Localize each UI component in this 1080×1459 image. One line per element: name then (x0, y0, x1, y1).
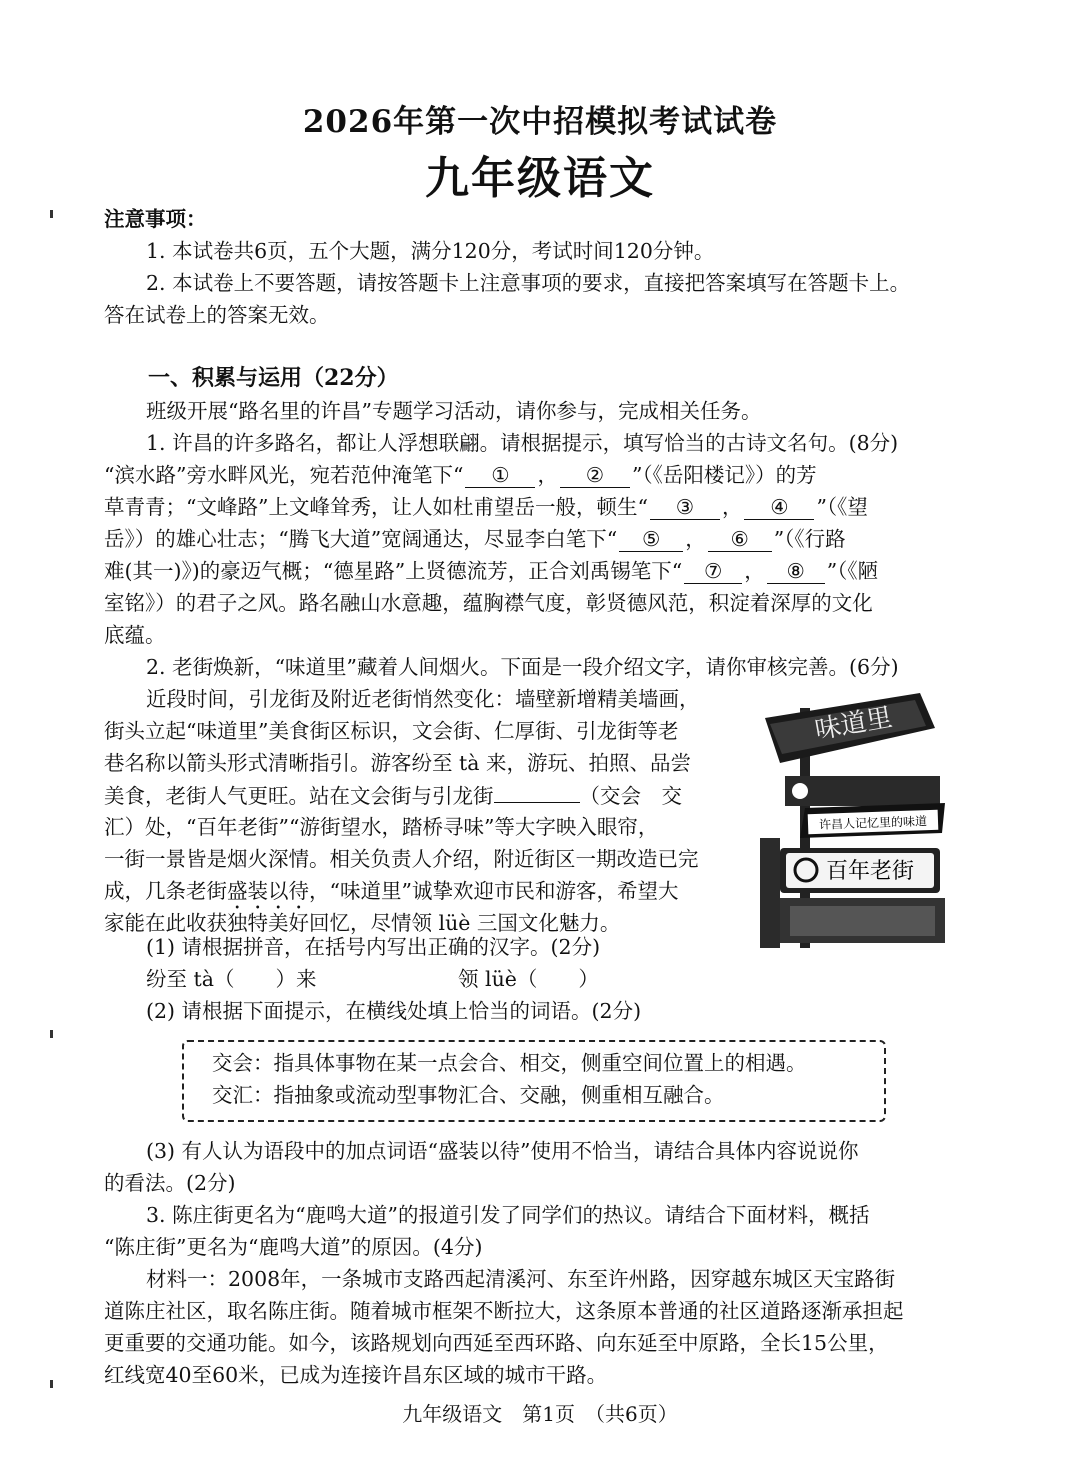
q1-line-3: 岳》）的雄心壮志；“腾飞大道”宽阔通达，尽显李白笔下“ ⑤ ， ⑥ ”（《行路 (104, 527, 846, 551)
street-sign-image (760, 688, 950, 948)
q3-prompt-line-1: 3. 陈庄街更名为“鹿鸣大道”的报道引发了同学们的热议。请结合下面材料，概括 (146, 1203, 870, 1227)
blank-3: ③ (650, 495, 720, 520)
q2-passage-line-7: 成，几条老街盛装以待，“味道里”诚挚欢迎市民和游客，希望大 (104, 879, 679, 903)
hint-line-2: 交汇：指抽象或流动型事物汇合、交融，侧重相互融合。 (212, 1083, 725, 1107)
q3-material-line-4: 红线宽40至60米，已成为连接许昌东区域的城市干路。 (104, 1363, 608, 1387)
q2-passage-line-1: 近段时间，引龙街及附近老街悄然变化：墙壁新增精美墙画， (146, 687, 700, 711)
subject-title: 九年级语文 (425, 153, 655, 204)
answer-underline (494, 780, 580, 803)
q1-line-1: “滨水路”旁水畔风光，宛若范仲淹笔下“ ① ， ② ”（《岳阳楼记》）的芳 (104, 463, 817, 487)
blank-7: ⑦ (684, 559, 742, 584)
blank-1: ① (465, 463, 535, 488)
blank-5: ⑤ (619, 527, 683, 552)
exam-title: 2026年第一次中招模拟考试试卷 (302, 104, 778, 140)
q3-prompt-line-2: “陈庄街”更名为“鹿鸣大道”的原因。(4分) (104, 1235, 483, 1259)
notice-item-2-line-2: 答在试卷上的答案无效。 (104, 303, 330, 327)
sign-text-top: 味道里 (812, 702, 895, 746)
q2-passage-line-4: 美食，老街人气更旺。站在文会街与引龙街 （交会 交 (104, 780, 682, 811)
blank-6: ⑥ (708, 527, 772, 552)
q2-passage-line-8: 家能在此收获独特美好回忆，尽情领 lüè 三国文化魅力。 (104, 911, 621, 935)
dotted-phrase: 盛装以待 (227, 879, 309, 903)
q2-sub1-pinyin-1: 纷至 tà（ ）来 (146, 967, 317, 991)
q2-sub1-prompt: (1) 请根据拼音，在括号内写出正确的汉字。(2分) (146, 935, 601, 959)
q2-passage-line-2: 街头立起“味道里”美食街区标识，文会街、仁厚街、引龙街等老 (104, 719, 679, 743)
q1-line-4: 难(其一)》)的豪迈气概；“德星路”上贤德流芳，正合刘禹锡笔下“ ⑦ ， ⑧ ”（《陋 (104, 559, 879, 583)
blank-4: ④ (744, 495, 814, 520)
margin-mark (50, 210, 53, 218)
notice-item-2-line-1: 2. 本试卷上不要答题，请按答题卡上注意事项的要求，直接把答案填写在答题卡上。 (146, 271, 911, 295)
blank-8: ⑧ (767, 559, 825, 584)
margin-mark (50, 1380, 53, 1388)
q1-line-2: 草青青；“文峰路”上文峰耸秀，让人如杜甫望岳一般，顿生“ ③ ， ④ ”（《望 (104, 495, 868, 519)
q3-material-line-3: 更重要的交通功能。如今，该路规划向西延至西环路、向东延至中原路，全长15公里， (104, 1331, 889, 1355)
q2-sub2-prompt: (2) 请根据下面提示，在横线处填上恰当的词语。(2分) (146, 999, 642, 1023)
q2-sub1-pinyin-2: 领 lüè（ ） (458, 967, 599, 991)
hint-line-1: 交会：指具体事物在某一点会合、相交，侧重空间位置上的相遇。 (212, 1051, 807, 1075)
q1-prompt: 1. 许昌的许多路名，都让人浮想联翩。请根据提示，填写恰当的古诗文名句。(8分) (146, 431, 899, 455)
q2-prompt: 2. 老街焕新，“味道里”藏着人间烟火。下面是一段介绍文字，请你审核完善。(6分) (146, 655, 899, 679)
section-1-intro: 班级开展“路名里的许昌”专题学习活动，请你参与，完成相关任务。 (146, 399, 762, 423)
blank-2: ② (560, 463, 630, 488)
q1-line-6: 底蕴。 (104, 623, 166, 647)
sign-text-bottom: 百年老街 (825, 859, 915, 884)
q2-sub3-line-1: (3) 有人认为语段中的加点词语“盛装以待”使用不恰当，请结合具体内容说说你 (146, 1139, 859, 1163)
notice-heading: 注意事项： (104, 207, 207, 231)
q3-material-line-2: 道陈庄社区，取名陈庄街。随着城市框架不断拉大，这条原本普通的社区道路逐渐承担起 (104, 1299, 904, 1323)
q2-passage-line-6: 一街一景皆是烟火深情。相关负责人介绍，附近街区一期改造已完 (104, 847, 699, 871)
q2-sub3-line-2: 的看法。(2分) (104, 1171, 236, 1195)
notice-item-1: 1. 本试卷共6页，五个大题，满分120分，考试时间120分钟。 (146, 239, 715, 263)
page-footer: 九年级语文 第1页 （共6页） (402, 1402, 678, 1426)
q2-passage-line-5: 汇）处，“百年老街”“游街望水，踏桥寻味”等大字映入眼帘， (104, 815, 659, 839)
sign-text-mid: 许昌人记忆里的味道 (818, 814, 928, 832)
section-1-heading: 一、积累与运用（22分） (148, 365, 399, 391)
q1-line-5: 室铭》）的君子之风。路名融山水意趣，蕴胸襟气度，彰贤德风范，积淀着深厚的文化 (104, 591, 873, 615)
q3-material-line-1: 材料一：2008年，一条城市支路西起清溪河、东至许州路，因穿越东城区天宝路街 (146, 1267, 896, 1291)
q2-passage-line-3: 巷名称以箭头形式清晰指引。游客纷至 tà 来，游玩、拍照、品尝 (104, 751, 691, 775)
margin-mark (50, 1030, 53, 1038)
